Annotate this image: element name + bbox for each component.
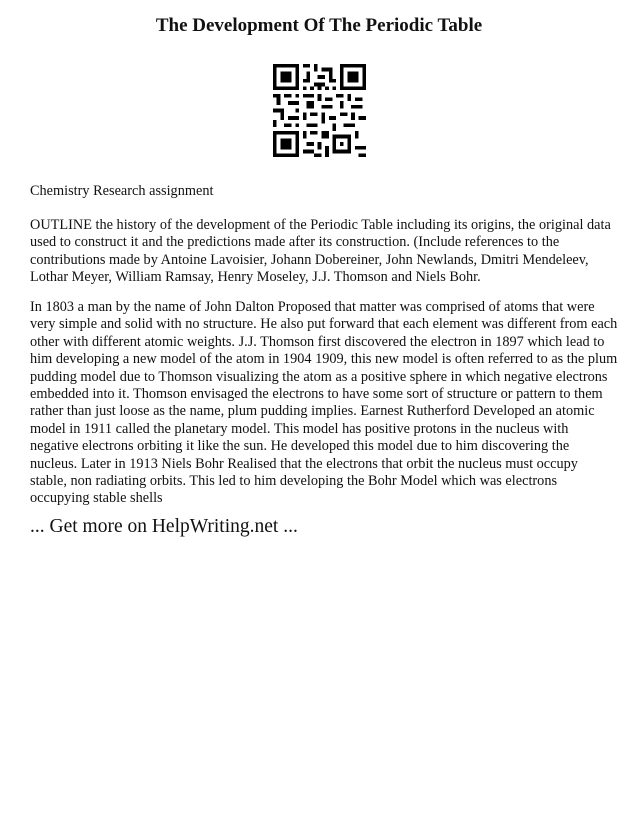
assignment-label: Chemistry Research assignment (30, 183, 214, 199)
body-paragraph (30, 299, 618, 508)
body-line: In 1803 a man by the name of John Dalton Proposed that matter was comprised of atoms that were (30, 299, 595, 315)
body-line: other with different atomic weights. J.J. Thomson first discovered the electron in 1897 which lead to (30, 333, 605, 350)
body-line: model in 1911 called the planetary model. This model has positive protons in the nucleus with (30, 420, 569, 437)
body-line: pudding model due to Thomson visualizing the atom as a positive sphere in which negative electrons (30, 368, 608, 385)
body-line: embedded into it. Thomson envisaged the electrons to have some sort of structure or pattern to them (30, 386, 603, 403)
outline-line: Lothar Meyer, William Ramsay, Henry Moseley, J.J. Thomson and Niels Bohr. (30, 269, 481, 286)
body-line: very simple and solid with no structure. He also put forward that each element was different from each (30, 316, 618, 333)
outline-paragraph (30, 217, 615, 287)
body-line: negative electrons orbiting it like the sun. He developed this model due to him discovering the (30, 438, 570, 455)
body-line: occupying stable shells (30, 490, 163, 507)
outline-line: used to construct it and the predictions made after its construction. (Include references to the (30, 234, 560, 251)
body-line: nucleus. Later in 1913 Niels Bohr Realised that the electrons that orbit the nucleus must occupy (30, 455, 578, 472)
body-line: him developing a new model of the atom in 1904 1909, this new model is often referred to as the plum (30, 351, 618, 368)
qr-code-graphic (273, 64, 366, 157)
page-title: The Development Of The Periodic Table (155, 15, 483, 36)
body-line: stable, non radiating orbits. This led to him developing the Bohr Model which was electrons (30, 473, 558, 490)
body-line: rather than just loose as the name, plum pudding implies. Earnest Rutherford Developed an atomic (30, 403, 595, 420)
outline-line: OUTLINE the history of the development of the Periodic Table including its origins, the original data (30, 217, 611, 233)
get-more-link[interactable]: ... Get more on HelpWriting.net ... (30, 516, 298, 537)
qr-code-icon (273, 64, 366, 157)
outline-line: contributions made by Antoine Lavoisier, Johann Dobereiner, John Newlands, Dmitri Mendeleev, (30, 251, 589, 268)
